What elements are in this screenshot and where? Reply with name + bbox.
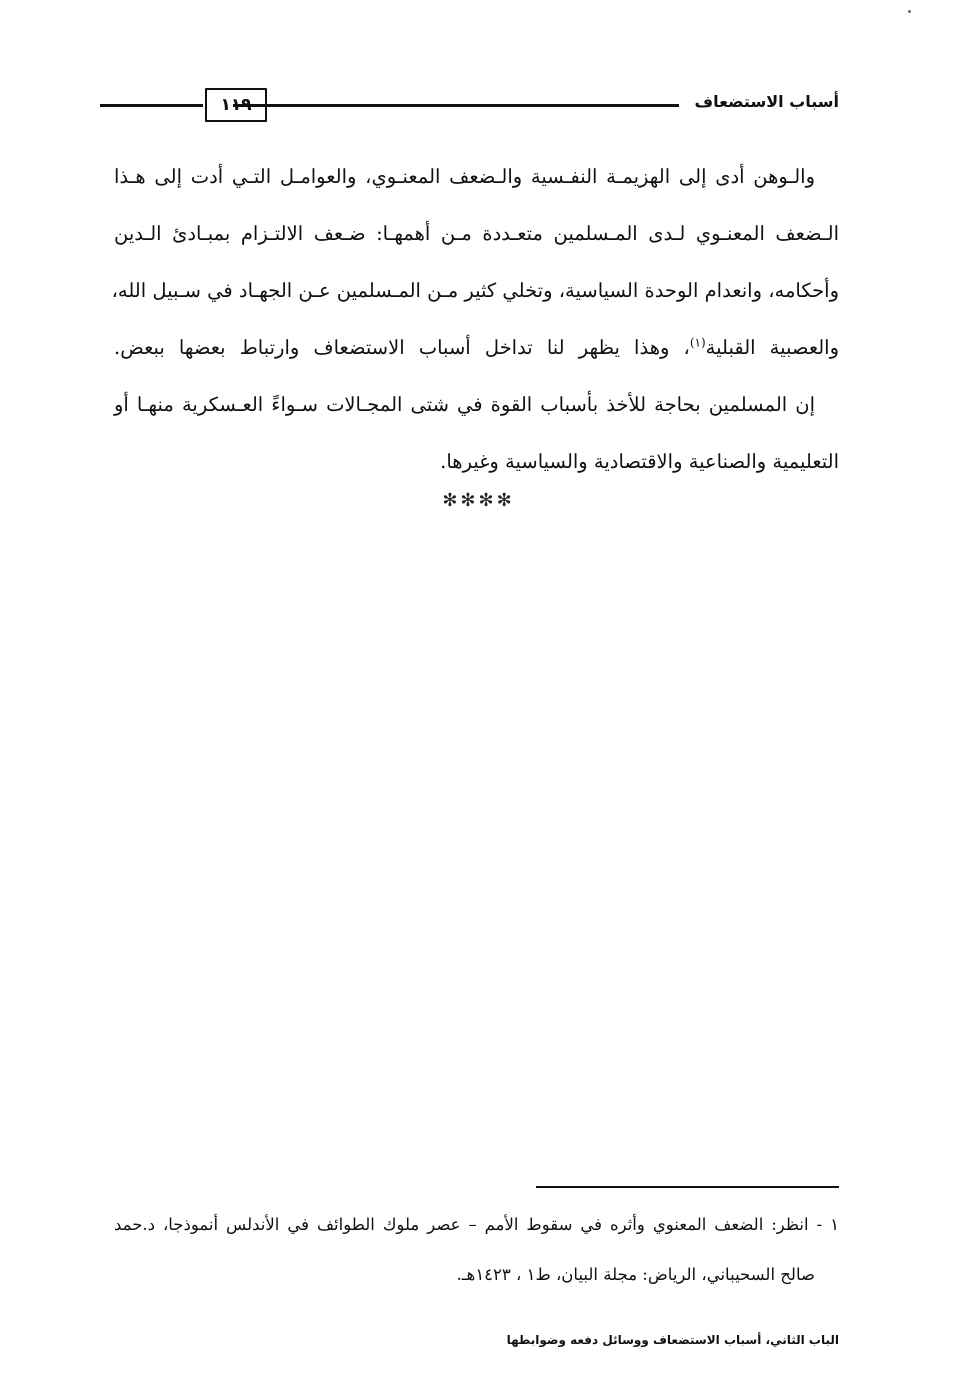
section-separator: ✻✻✻✻ bbox=[442, 490, 515, 511]
body-line-start: والعصبية القبلية bbox=[705, 336, 840, 359]
body-line: الـضعف المعنـوي لـدى المـسلمين متعـددة مـن أهمهـا: ضـعف الالتـزام بمبـادئ الـدين bbox=[114, 222, 839, 245]
scan-speck bbox=[908, 10, 911, 13]
footnote-rule bbox=[536, 1186, 839, 1188]
running-header bbox=[100, 88, 839, 122]
body-text bbox=[111, 148, 840, 490]
footnotes bbox=[114, 1200, 839, 1300]
page-number-box bbox=[205, 88, 267, 122]
header-title: أسباب الاستضعاف bbox=[694, 92, 839, 111]
footnote-line: ١ - انظر: الضعف المعنوي وأثره في سقوط الأمم – عصر ملوك الطوائف في الأندلس أنموذجا، د.حمد bbox=[114, 1215, 839, 1234]
footnote-reference[interactable]: (١) bbox=[689, 335, 706, 350]
header-rule-right bbox=[233, 104, 679, 107]
body-line: إن المسلمين بحاجة للأخذ بأسباب القوة في شتى المجـالات سـواءً العـسكرية منهـا أو bbox=[114, 393, 815, 416]
body-line-end: ، وهذا يظهر لنا تداخل أسباب الاستضعاف وارتباط بعضها ببعض. bbox=[114, 336, 690, 359]
body-line: والـوهن أدى إلى الهزيمـة النفـسية والـضعف المعنـوي، والعوامـل التـي أدت إلى هـذا bbox=[114, 165, 815, 188]
body-line-with-footnote bbox=[114, 319, 839, 376]
body-line: وأحكامه، وانعدام الوحدة السياسية، وتخلي كثير مـن المـسلمين عـن الجهـاد في سـبيل الله، bbox=[111, 279, 839, 302]
running-footer: الباب الثاني، أسباب الاستضعاف ووسائل دفعه وضوابطها bbox=[506, 1333, 839, 1347]
header-rule-left bbox=[100, 104, 203, 107]
footnote-line: صالح السحيباني، الرياض: مجلة البيان، ط١ ، ١٤٢٣هـ. bbox=[456, 1265, 815, 1284]
page-number: ١١٩ bbox=[220, 95, 252, 115]
body-line: التعليمية والصناعية والاقتصادية والسياسية وغيرها. bbox=[440, 450, 839, 473]
